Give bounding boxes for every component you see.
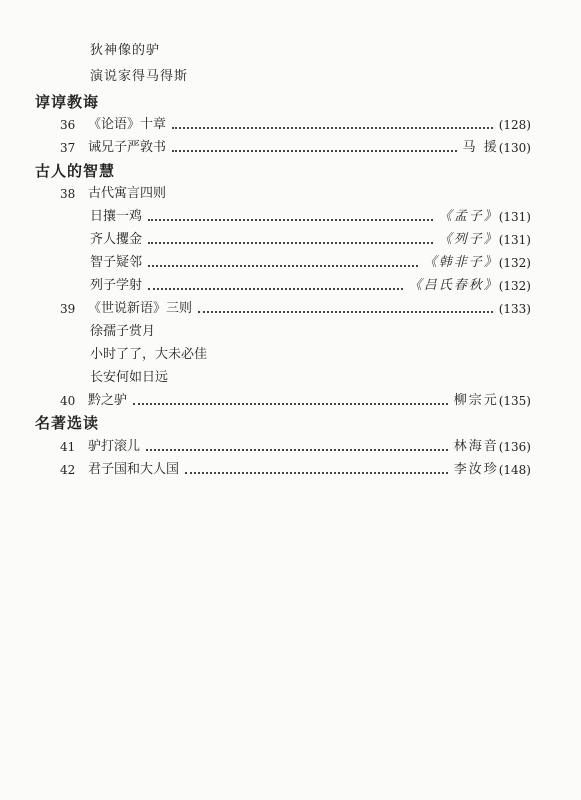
dot-leader bbox=[148, 288, 403, 290]
entry-number: 40 bbox=[60, 394, 76, 408]
entry-title: 齐人攫金 bbox=[90, 232, 143, 247]
dot-leader bbox=[133, 403, 448, 405]
entry-title: 徐孺子赏月 bbox=[90, 324, 156, 339]
entry-number: 39 bbox=[60, 302, 76, 316]
toc-entry bbox=[60, 392, 531, 410]
toc-entry bbox=[60, 300, 531, 318]
toc-entry bbox=[90, 208, 531, 226]
entry-title: 古代寓言四则 bbox=[88, 186, 167, 201]
dot-leader bbox=[148, 219, 433, 221]
dot-leader bbox=[185, 472, 448, 474]
entry-page: (135) bbox=[498, 394, 531, 408]
dot-leader bbox=[172, 127, 493, 129]
entry-source: 《韩非子》 bbox=[423, 255, 499, 270]
entry-title: 小时了了，大未必佳 bbox=[90, 347, 208, 362]
dot-leader bbox=[148, 242, 433, 244]
entry-title: 驴打滚儿 bbox=[88, 439, 141, 454]
entry-page: (132) bbox=[498, 256, 531, 270]
entry-author: 林海音 bbox=[453, 439, 499, 454]
toc-subitem: 演说家得马得斯 bbox=[90, 69, 189, 84]
toc-entry bbox=[90, 254, 531, 272]
toc-entry bbox=[90, 346, 531, 364]
entry-page: (128) bbox=[498, 118, 531, 132]
entry-number: 36 bbox=[60, 118, 76, 132]
dot-leader bbox=[172, 150, 457, 152]
entry-author: 柳宗元 bbox=[453, 393, 499, 408]
toc-entry bbox=[60, 461, 531, 479]
entry-source: 《吕氏春秋》 bbox=[408, 278, 499, 293]
entry-source: 《列子》 bbox=[438, 232, 499, 247]
toc-entry bbox=[90, 277, 531, 295]
entry-title: 诫兄子严敦书 bbox=[88, 140, 167, 155]
section-heading: 谆谆教诲 bbox=[35, 93, 100, 111]
entry-number: 42 bbox=[60, 463, 76, 477]
toc-entry bbox=[60, 139, 531, 157]
dot-leader bbox=[148, 265, 418, 267]
entry-title: 日攘一鸡 bbox=[90, 209, 143, 224]
entry-page: (148) bbox=[498, 463, 531, 477]
toc-entry bbox=[60, 116, 531, 134]
entry-author: 李汝珍 bbox=[453, 462, 499, 477]
section-heading: 名著选读 bbox=[35, 414, 100, 432]
entry-title: 列子学射 bbox=[90, 278, 143, 293]
toc-entry bbox=[90, 323, 531, 341]
entry-title: 黔之驴 bbox=[88, 393, 128, 408]
entry-number: 41 bbox=[60, 440, 76, 454]
entry-page: (133) bbox=[498, 302, 531, 316]
entry-page: (132) bbox=[498, 279, 531, 293]
entry-title: 君子国和大人国 bbox=[88, 462, 180, 477]
entry-title: 长安何如日远 bbox=[90, 370, 169, 385]
entry-page: (136) bbox=[498, 440, 531, 454]
toc-entry bbox=[90, 231, 531, 249]
entry-page: (131) bbox=[498, 233, 531, 247]
entry-number: 38 bbox=[60, 187, 76, 201]
section-heading: 古人的智慧 bbox=[35, 162, 116, 180]
toc-entry bbox=[60, 185, 531, 203]
toc-entry bbox=[60, 438, 531, 456]
entry-title: 智子疑邻 bbox=[90, 255, 143, 270]
toc-entry bbox=[90, 369, 531, 387]
dot-leader bbox=[146, 449, 448, 451]
entry-title: 《论语》十章 bbox=[88, 117, 167, 132]
entry-title: 《世说新语》三则 bbox=[88, 301, 193, 316]
dot-leader bbox=[198, 311, 493, 313]
entry-number: 37 bbox=[60, 141, 76, 155]
toc-subitem: 狄神像的驴 bbox=[90, 43, 161, 58]
entry-author: 马 援 bbox=[462, 140, 499, 155]
entry-page: (131) bbox=[498, 210, 531, 224]
entry-page: (130) bbox=[498, 141, 531, 155]
entry-source: 《孟子》 bbox=[438, 209, 499, 224]
